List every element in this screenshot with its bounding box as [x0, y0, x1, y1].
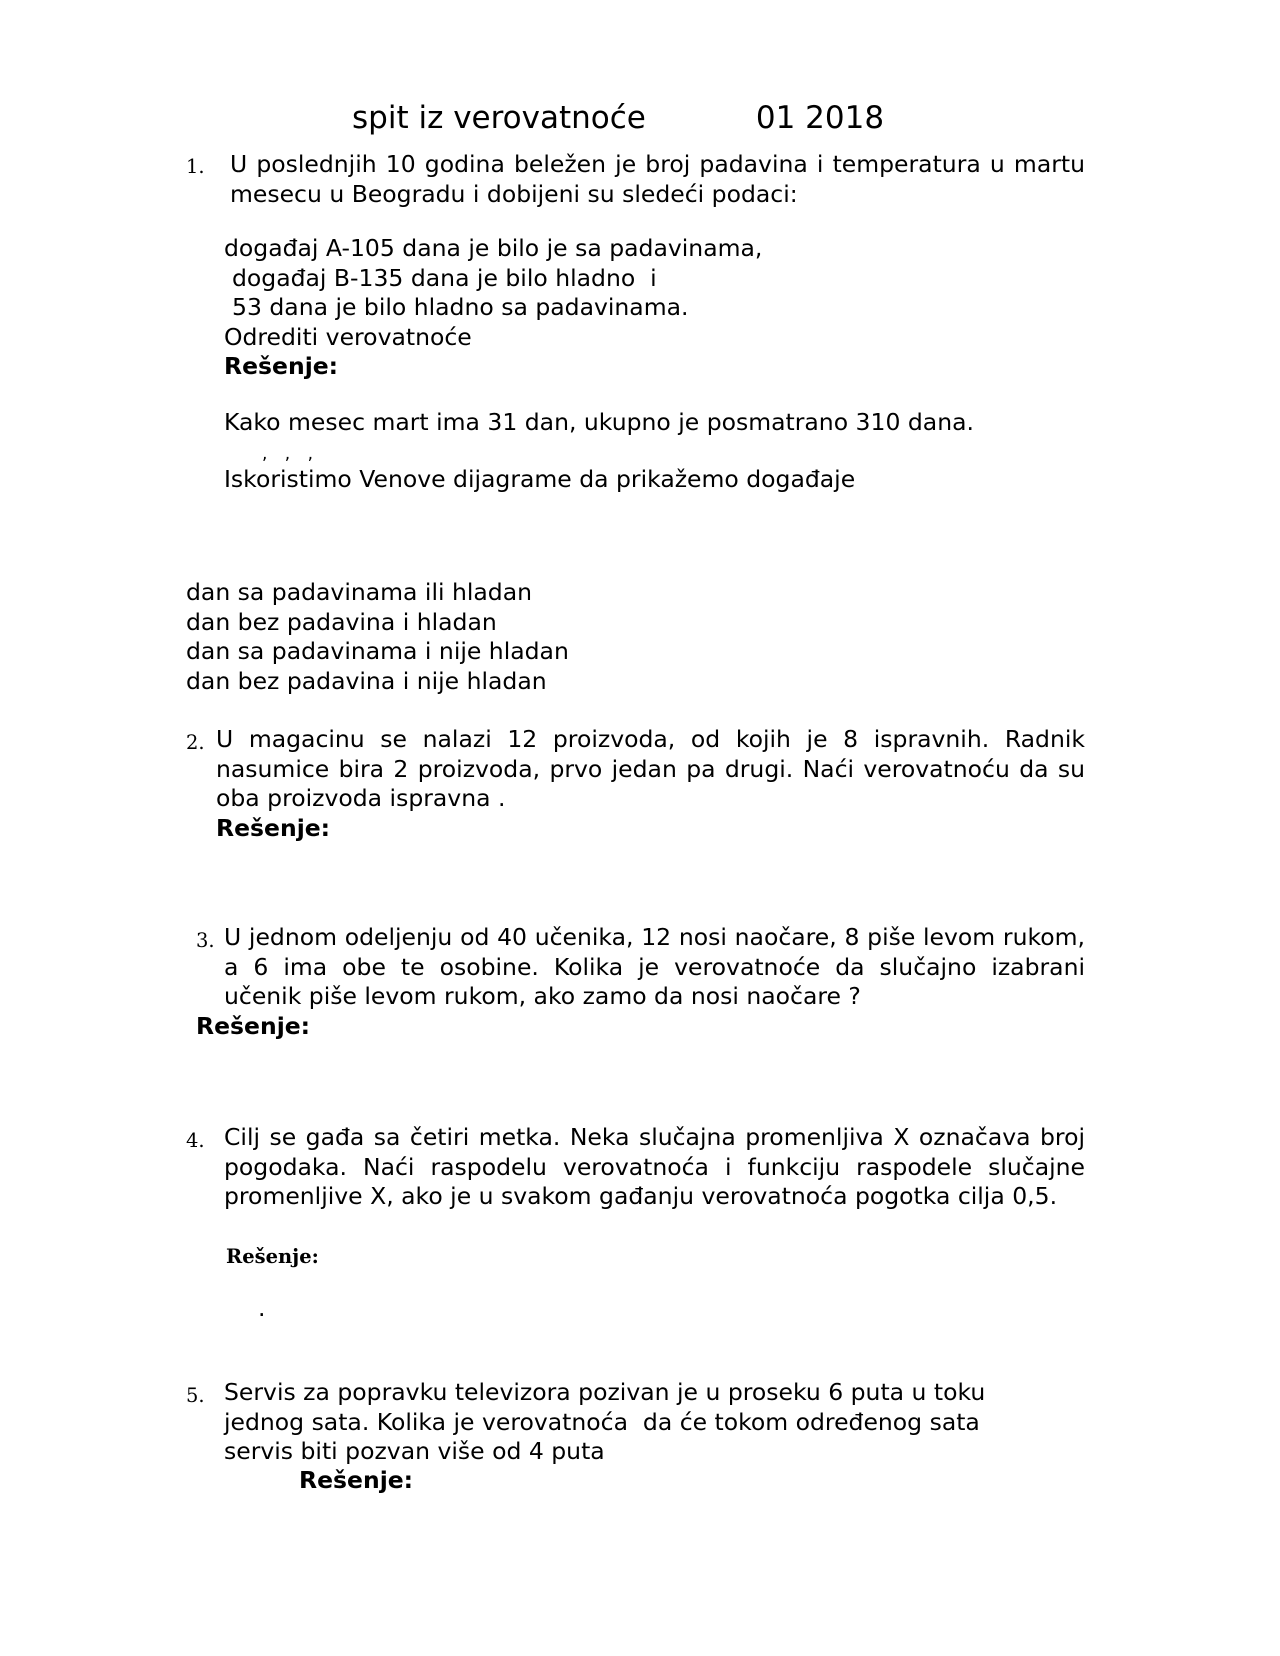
q1-case-4: dan bez padavina i nije hladan — [186, 666, 547, 695]
q1-commas: , , , — [262, 444, 320, 464]
q1-text: U poslednjih 10 godina beležen je broj padavina i temperatura u martu mesecu u Beogradu i dobijeni su sledeći podaci: — [230, 150, 1085, 208]
q2-number: 2. — [186, 731, 205, 754]
q4-text: Cilj se gađa sa četiri metka. Neka slučajna promenljiva X označava broj pogodaka. Naći raspodelu verovatnoća i funkciju raspodele slučajne promenljive X, ako je u svakom gađanju verovatnoća pogotka cilja 0,5. — [224, 1123, 1085, 1210]
q1-cases-list — [186, 578, 886, 696]
q1-event-b: događaj B-135 dana je bilo hladno i — [232, 263, 657, 292]
q4-number: 4. — [186, 1129, 205, 1152]
q1-case-3: dan sa padavinama i nije hladan — [186, 637, 569, 665]
q2-solution-label: Rešenje: — [216, 814, 331, 842]
q1-event-a: događaj A-105 dana je bilo je sa padavinama, — [224, 234, 763, 262]
q1-data-block — [224, 234, 1084, 382]
q3-text: U jednom odeljenju od 40 učenika, 12 nosi naočare, 8 piše levom rukom, a 6 ima obe te osobine. Kolika je verovatnoće da slučajno izabrani učenik piše levom rukom, ako zamo da nosi naočare ? — [224, 923, 1085, 1010]
title-date: 01 2018 — [755, 100, 885, 136]
q4-dot: . — [258, 1294, 266, 1322]
q3-number: 3. — [196, 929, 215, 952]
q1-venn-text: Iskoristimo Venove dijagrame da prikažemo događaje — [224, 465, 856, 493]
q3-solution-label: Rešenje: — [196, 1012, 311, 1040]
q5-solution-label: Rešenje: — [299, 1466, 414, 1494]
q5-line-1: Servis za popravku televizora pozivan je u proseku 6 puta u toku — [224, 1378, 986, 1406]
q1-case-2: dan bez padavina i hladan — [186, 607, 497, 636]
q1-number: 1. — [186, 155, 205, 178]
q4-solution-label: Rešenje: — [226, 1245, 319, 1268]
q1-solution-text: Kako mesec mart ima 31 dan, ukupno je posmatrano 310 dana. — [224, 408, 974, 436]
q5-number: 5. — [186, 1384, 205, 1407]
q1-case-1: dan sa padavinama ili hladan — [186, 578, 533, 606]
q5-line-2: jednog sata. Kolika je verovatnoća da će tokom određenog sata — [224, 1407, 980, 1436]
q5-line-3: servis biti pozvan više od 4 puta — [224, 1437, 605, 1465]
q2-text: U magacinu se nalazi 12 proizvoda, od kojih je 8 ispravnih. Radnik nasumice bira 2 proizvoda, prvo jedan pa drugi. Naći verovatnoću da su oba proizvoda ispravna . — [216, 725, 1085, 812]
title-main: spit iz verovatnoće — [352, 100, 646, 136]
q5-text — [224, 1378, 1085, 1467]
q1-solution-label: Rešenje: — [224, 352, 339, 380]
q1-event-ab: 53 dana je bilo hladno sa padavinama. — [232, 293, 689, 321]
q1-task: Odrediti verovatnoće — [224, 322, 472, 351]
document-title — [352, 100, 884, 136]
